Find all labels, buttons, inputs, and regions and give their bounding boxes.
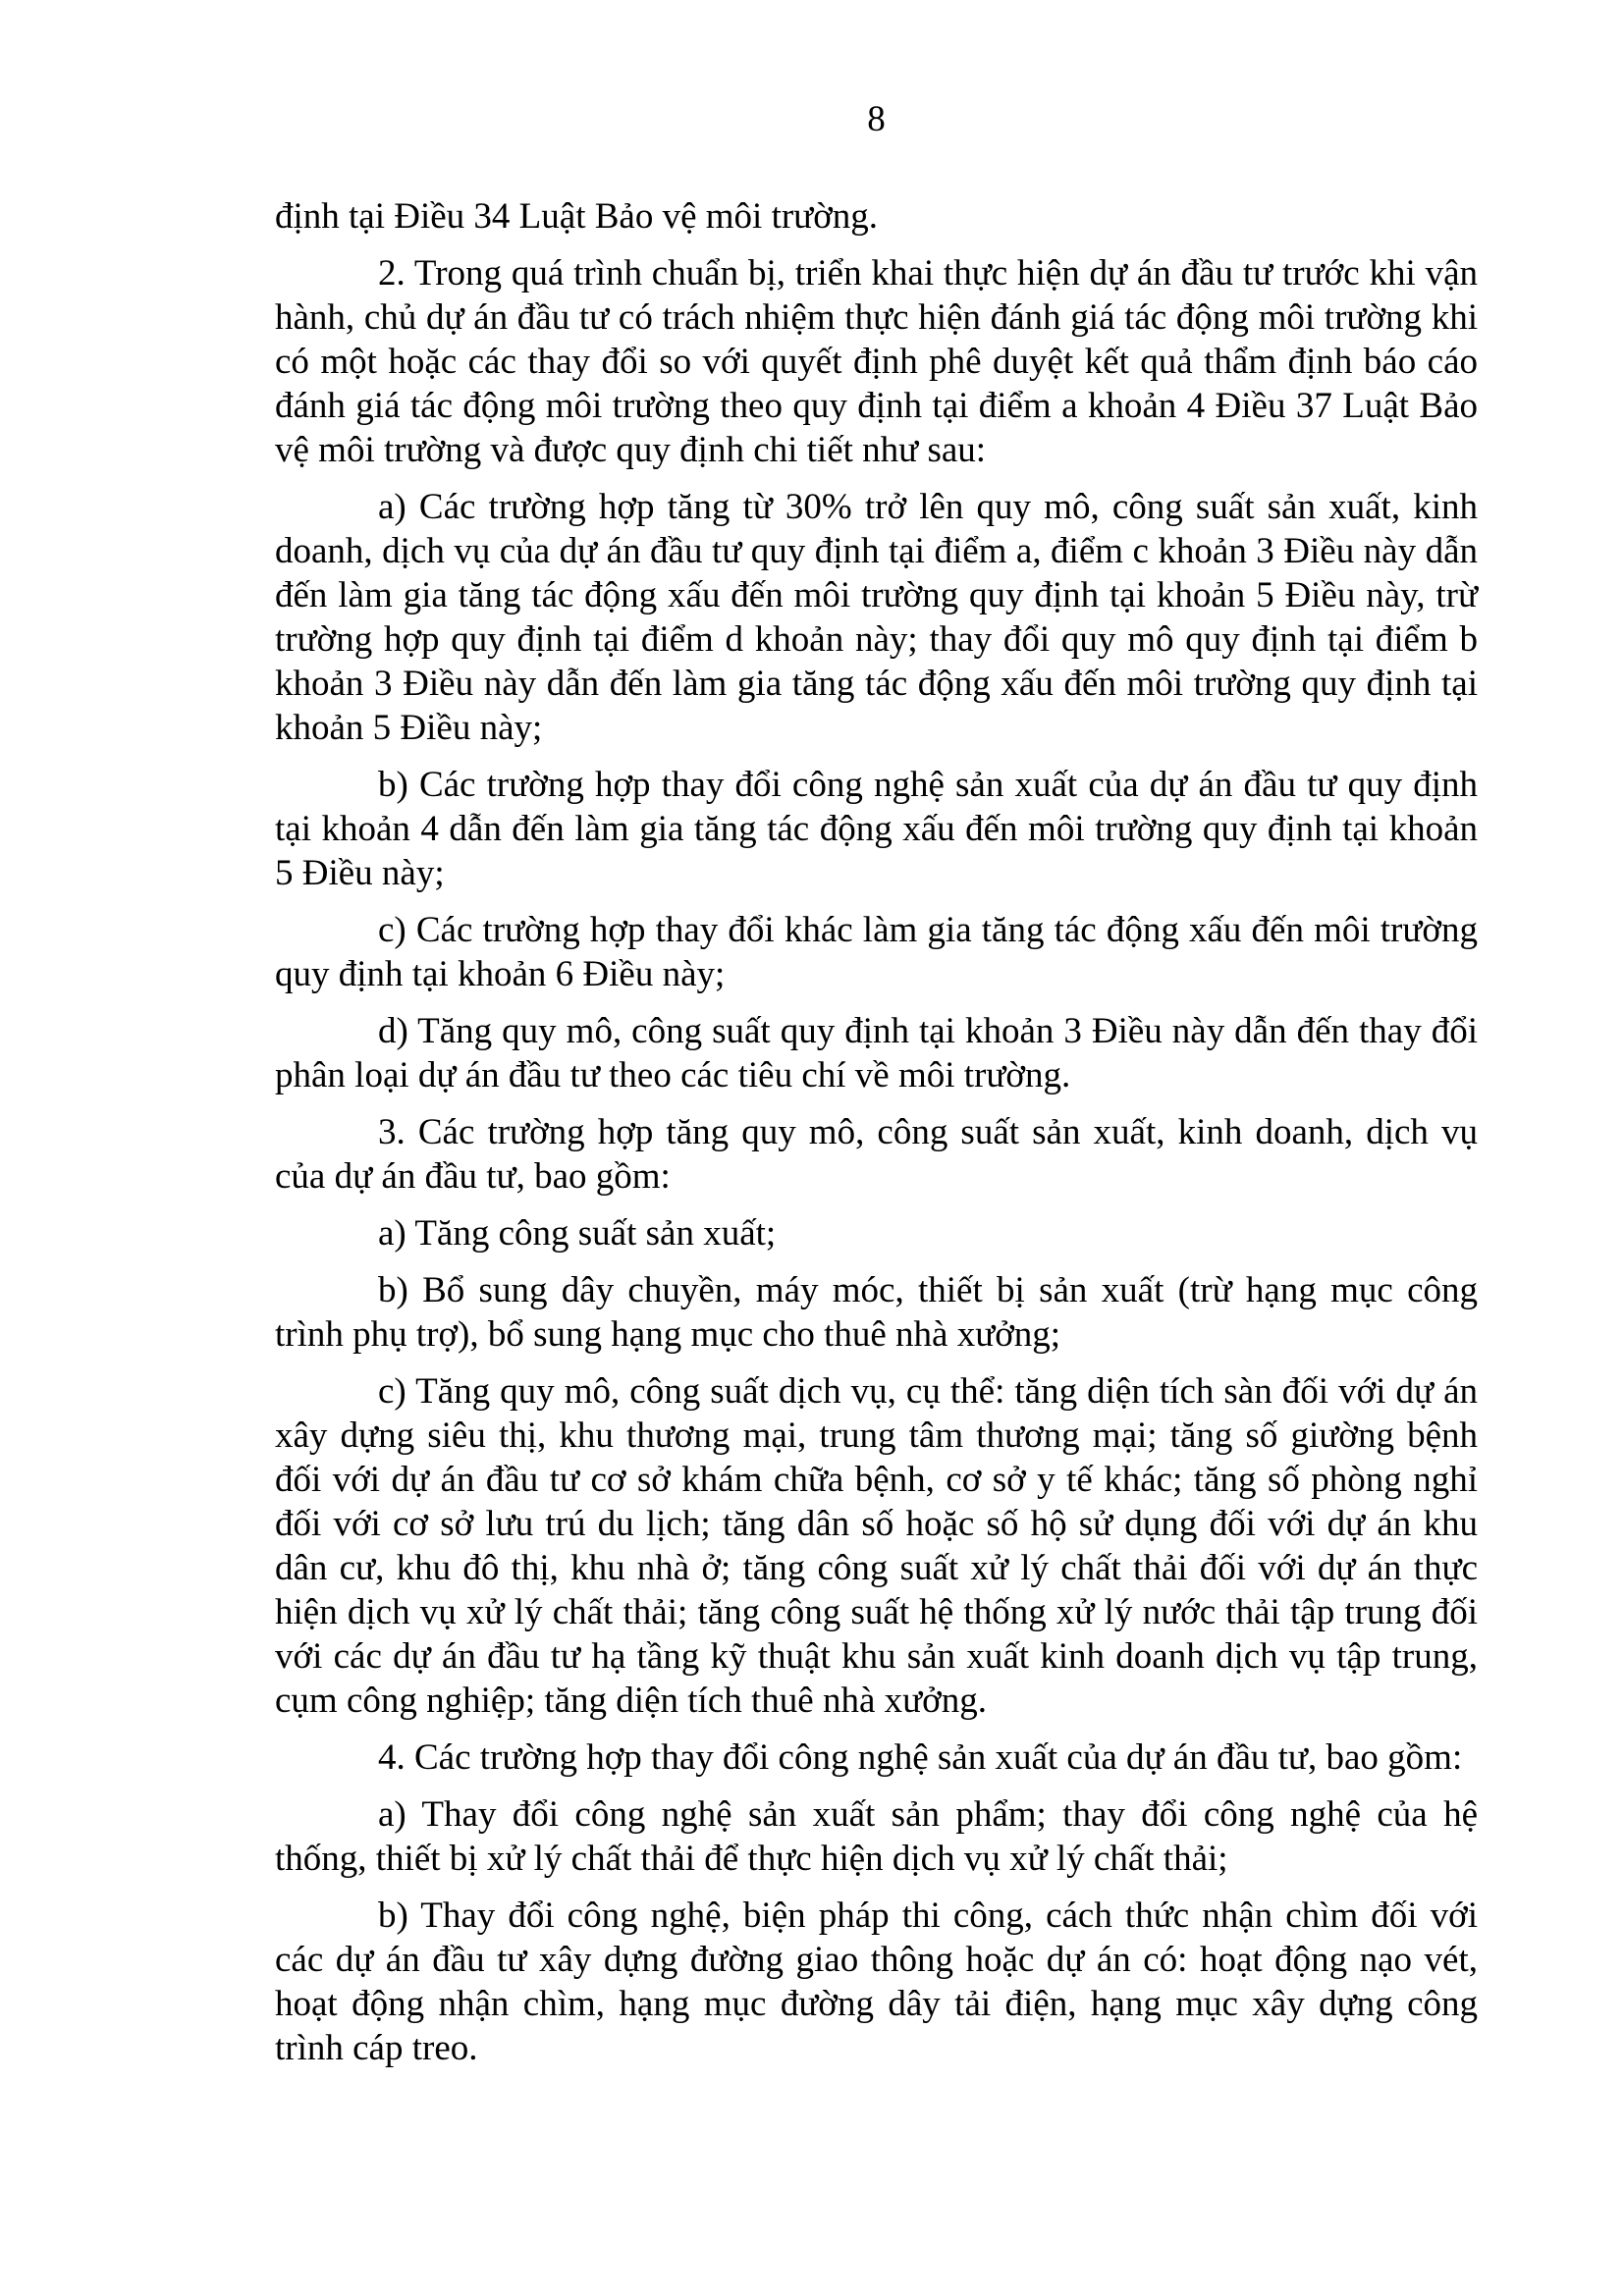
paragraph-clause-2c: c) Các trường hợp thay đổi khác làm gia tăng tác động xấu đến môi trường quy định tại khoản 6 Điều này; xyxy=(275,910,1478,994)
paragraph-clause-4: 4. Các trường hợp thay đổi công nghệ sản xuất của dự án đầu tư, bao gồm: xyxy=(378,1737,1463,1778)
paragraph-clause-4b: b) Thay đổi công nghệ, biện pháp thi công, cách thức nhận chìm đối với các dự án đầu tư xây dựng đường giao thông hoặc dự án có: hoạt động nạo vét, hoạt động nhận chìm, hạng mục đường dây tải điện, hạng mục xây dựng công trình cáp treo. xyxy=(275,1896,1478,2068)
document-body xyxy=(275,194,1478,2083)
paragraph-clause-2a: a) Các trường hợp tăng từ 30% trở lên quy mô, công suất sản xuất, kinh doanh, dịch vụ của dự án đầu tư quy định tại điểm a, điểm c khoản 3 Điều này dẫn đến làm gia tăng tác động xấu đến môi trường quy định tại khoản 5 Điều này, trừ trường hợp quy định tại điểm d khoản này; thay đổi quy mô quy định tại điểm b khoản 3 Điều này dẫn đến làm gia tăng tác động xấu đến môi trường quy định tại khoản 5 Điều này; xyxy=(275,487,1478,748)
paragraph-clause-3a: a) Tăng công suất sản xuất; xyxy=(378,1213,777,1254)
paragraph-clause-3b: b) Bổ sung dây chuyền, máy móc, thiết bị sản xuất (trừ hạng mục công trình phụ trợ), bổ sung hạng mục cho thuê nhà xưởng; xyxy=(275,1270,1478,1355)
paragraph-continuation: định tại Điều 34 Luật Bảo vệ môi trường. xyxy=(275,196,879,237)
paragraph-clause-2b: b) Các trường hợp thay đổi công nghệ sản xuất của dự án đầu tư quy định tại khoản 4 dẫn đến làm gia tăng tác động xấu đến môi trường quy định tại khoản 5 Điều này; xyxy=(275,765,1478,893)
paragraph-clause-4a: a) Thay đổi công nghệ sản xuất sản phẩm; thay đổi công nghệ của hệ thống, thiết bị xử lý chất thải để thực hiện dịch vụ xử lý chất thải; xyxy=(275,1794,1478,1879)
paragraph-clause-3: 3. Các trường hợp tăng quy mô, công suất sản xuất, kinh doanh, dịch vụ của dự án đầu tư, bao gồm: xyxy=(275,1112,1478,1197)
paragraph-clause-2d: d) Tăng quy mô, công suất quy định tại khoản 3 Điều này dẫn đến thay đổi phân loại dự án đầu tư theo các tiêu chí về môi trường. xyxy=(275,1011,1478,1095)
page-number: 8 xyxy=(867,99,886,139)
paragraph-clause-2: 2. Trong quá trình chuẩn bị, triển khai thực hiện dự án đầu tư trước khi vận hành, chủ dự án đầu tư có trách nhiệm thực hiện đánh giá tác động môi trường khi có một hoặc các thay đổi so với quyết định phê duyệt kết quả thẩm định báo cáo đánh giá tác động môi trường theo quy định tại điểm a khoản 4 Điều 37 Luật Bảo vệ môi trường và được quy định chi tiết như sau: xyxy=(275,253,1478,470)
paragraph-clause-3c: c) Tăng quy mô, công suất dịch vụ, cụ thể: tăng diện tích sàn đối với dự án xây dựng siêu thị, khu thương mại, trung tâm thương mại; tăng số giường bệnh đối với dự án đầu tư cơ sở khám chữa bệnh, cơ sở y tế khác; tăng số phòng nghỉ đối với cơ sở lưu trú du lịch; tăng dân số hoặc số hộ sử dụng đối với dự án khu dân cư, khu đô thị, khu nhà ở; tăng công suất xử lý chất thải đối với dự án thực hiện dịch vụ xử lý chất thải; tăng công suất hệ thống xử lý nước thải tập trung đối với các dự án đầu tư hạ tầng kỹ thuật khu sản xuất kinh doanh dịch vụ tập trung, cụm công nghiệp; tăng diện tích thuê nhà xưởng. xyxy=(275,1371,1478,1721)
